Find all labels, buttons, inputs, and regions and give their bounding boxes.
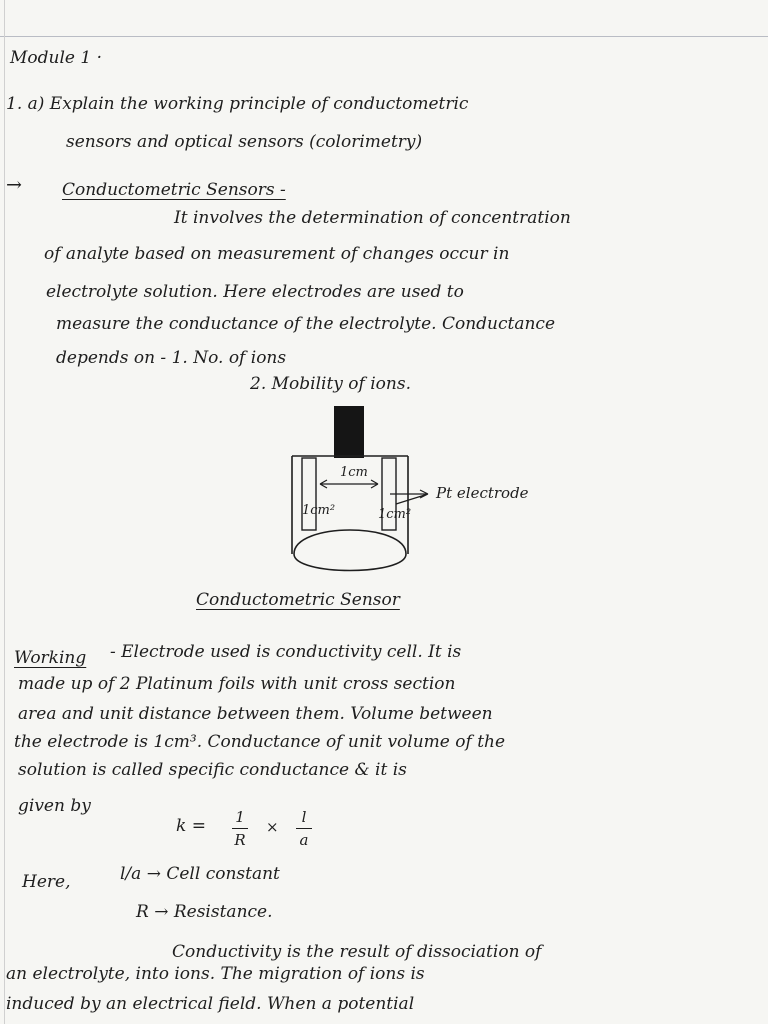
para2-line-2: an electrolyte, into ions. The migration of ions is xyxy=(6,964,425,984)
para1-line-2: of analyte based on measurement of changes occur in xyxy=(44,244,510,264)
working-line-2: made up of 2 Platinum foils with unit cross section xyxy=(18,674,456,694)
working-line-4: the electrode is 1cm³. Conductance of unit volume of the xyxy=(14,732,506,752)
question-line-1: 1. a) Explain the working principle of conductometric xyxy=(6,94,469,114)
distance-label: 1cm xyxy=(340,465,368,480)
question-line-2: sensors and optical sensors (colorimetry) xyxy=(66,132,423,152)
arrow-marker: → xyxy=(6,174,22,196)
definition-resistance: R → Resistance. xyxy=(136,902,273,922)
cell-stem xyxy=(334,406,364,458)
conductivity-cell-diagram xyxy=(280,404,580,584)
right-area-label: 1cm² xyxy=(378,507,412,522)
working-line-3: area and unit distance between them. Volume between xyxy=(18,704,493,724)
definition-cell-constant: l/a → Cell constant xyxy=(120,864,280,884)
formula-times: × xyxy=(266,818,279,836)
fraction-2-denominator: a xyxy=(299,831,309,849)
distance-arrow xyxy=(320,480,378,488)
para1-line-6: 2. Mobility of ions. xyxy=(250,374,411,394)
para2-line-1: Conductivity is the result of dissociation of xyxy=(172,942,542,962)
section-title: Conductometric Sensors - xyxy=(62,180,286,200)
working-line-1: - Electrode used is conductivity cell. It is xyxy=(110,642,462,662)
left-area-label: 1cm² xyxy=(302,503,336,518)
formula-lhs: k = xyxy=(176,816,206,836)
para2-line-3: induced by an electrical field. When a potential xyxy=(6,994,415,1014)
para1-line-4: measure the conductance of the electrolyte. Conductance xyxy=(56,314,556,334)
pt-electrode-label: Pt electrode xyxy=(436,484,529,502)
fraction-2-numerator: l xyxy=(301,808,307,826)
fraction-1-bar xyxy=(232,828,248,829)
fraction-1-numerator: 1 xyxy=(235,808,245,826)
working-title: Working xyxy=(14,648,87,668)
fraction-one-over-r xyxy=(232,808,248,849)
left-margin-line xyxy=(4,0,5,1024)
fraction-2-bar xyxy=(296,828,312,829)
top-ruled-line xyxy=(0,36,768,37)
para1-line-5: depends on - 1. No. of ions xyxy=(56,348,287,368)
para1-line-3: electrolyte solution. Here electrodes are used to xyxy=(46,282,464,302)
diagram-caption: Conductometric Sensor xyxy=(196,590,400,610)
working-line-5: solution is called specific conductance & it is xyxy=(18,760,407,780)
para1-line-1: It involves the determination of concentration xyxy=(174,208,571,228)
fraction-1-denominator: R xyxy=(234,831,246,849)
working-line-6: given by xyxy=(18,796,91,816)
left-platinum-foil xyxy=(302,458,316,530)
fraction-l-over-a xyxy=(296,808,312,849)
here-label: Here, xyxy=(22,872,71,892)
module-heading: Module 1 · xyxy=(10,48,102,68)
cell-bulb xyxy=(294,530,406,571)
